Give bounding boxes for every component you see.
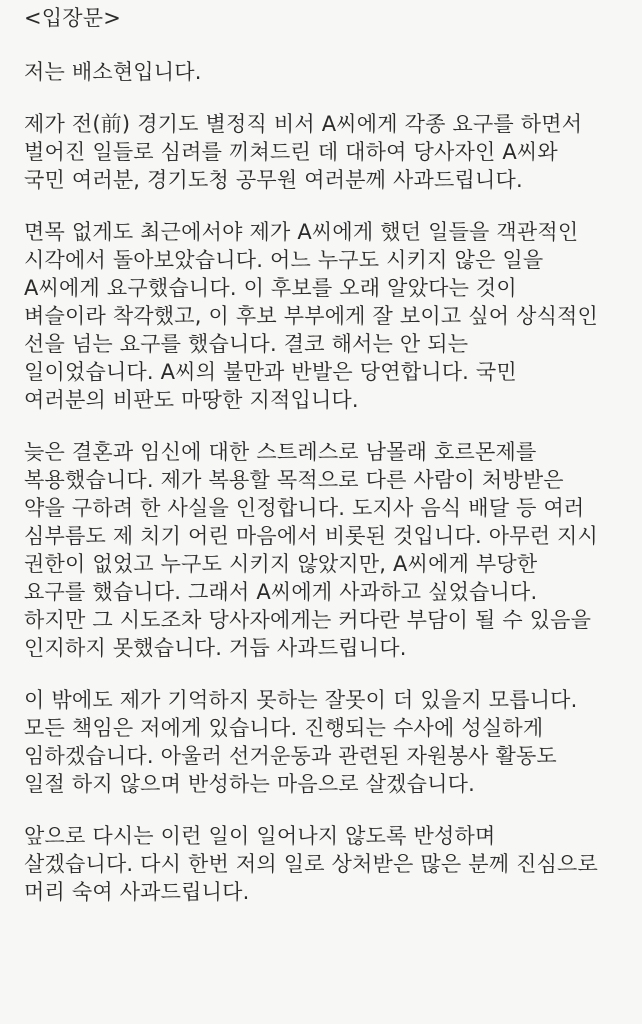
text-line: 일이었습니다. A씨의 불만과 반발은 당연합니다. 국민 [24, 360, 517, 384]
text-line: 앞으로 다시는 이런 일이 일어나지 않도록 반성하며 [24, 824, 496, 848]
paragraph-gap [24, 798, 642, 822]
text-line: 요구를 했습니다. 그래서 A씨에게 사과하고 싶었습니다. [24, 580, 538, 604]
paragraph-gap [24, 194, 642, 218]
text-line: 늦은 결혼과 임신에 대한 스트레스로 남몰래 호르몬제를 [24, 440, 537, 464]
text-line: A씨에게 요구했습니다. 이 후보를 오래 알았다는 것이 [24, 276, 517, 300]
text-line: 벌어진 일들로 심려를 끼쳐드린 데 대하여 당사자인 A씨와 [24, 140, 558, 164]
text-line: 여러분의 비판도 마땅한 지적입니다. [24, 388, 359, 412]
text-line: 하지만 그 시도조차 당사자에게는 커다란 부담이 될 수 있음을 [24, 608, 592, 632]
text-line: 저는 배소현입니다. [24, 60, 202, 84]
text-line: 시각에서 돌아보았습니다. 어느 누구도 시키지 않은 일을 [24, 248, 544, 272]
text-line: 권한이 없었고 누구도 시키지 않았지만, A씨에게 부당한 [24, 552, 538, 576]
text-line: 국민 여러분, 경기도청 공무원 여러분께 사과드립니다. [24, 168, 523, 192]
text-line: 벼슬이라 착각했고, 이 후보 부부에게 잘 보이고 싶어 상식적인 [24, 304, 599, 328]
text-line: 인지하지 못했습니다. 거듭 사과드립니다. [24, 636, 407, 660]
paragraph-6 [24, 822, 642, 906]
paragraph-5 [24, 686, 642, 798]
text-line: 복용했습니다. 제가 복용할 목적으로 다른 사람이 처방받은 [24, 468, 564, 492]
text-line: 살겠습니다. 다시 한번 저의 일로 상처받은 많은 분께 진심으로 [24, 852, 599, 876]
text-line: 모든 책임은 저에게 있습니다. 진행되는 수사에 성실하게 [24, 716, 544, 740]
paragraph-gap [24, 86, 642, 110]
text-line: 선을 넘는 요구를 했습니다. 결코 해서는 안 되는 [24, 332, 469, 356]
text-line: 면목 없게도 최근에서야 제가 A씨에게 했던 일들을 객관적인 [24, 220, 579, 244]
paragraph-gap [24, 414, 642, 438]
text-line: 심부름도 제 치기 어린 마음에서 비롯된 것입니다. 아무런 지시 [24, 524, 599, 548]
text-line: 약을 구하려 한 사실을 인정합니다. 도지사 음식 배달 등 여러 [24, 496, 585, 520]
document-title: <입장문> [24, 6, 122, 30]
paragraph-gap [24, 662, 642, 686]
text-line: 일절 하지 않으며 반성하는 마음으로 살겠습니다. [24, 772, 475, 796]
text-line: 이 밖에도 제가 기억하지 못하는 잘못이 더 있을지 모릅니다. [24, 688, 578, 712]
text-line: 임하겠습니다. 아울러 선거운동과 관련된 자원봉사 활동도 [24, 744, 557, 768]
paragraph-1 [24, 58, 642, 86]
paragraph-2 [24, 110, 642, 194]
text-line: 머리 숙여 사과드립니다. [24, 880, 250, 904]
paragraph-3 [24, 218, 642, 414]
paragraph-4 [24, 438, 642, 662]
text-line: 제가 전(前) 경기도 별정직 비서 A씨에게 각종 요구를 하면서 [24, 112, 583, 136]
